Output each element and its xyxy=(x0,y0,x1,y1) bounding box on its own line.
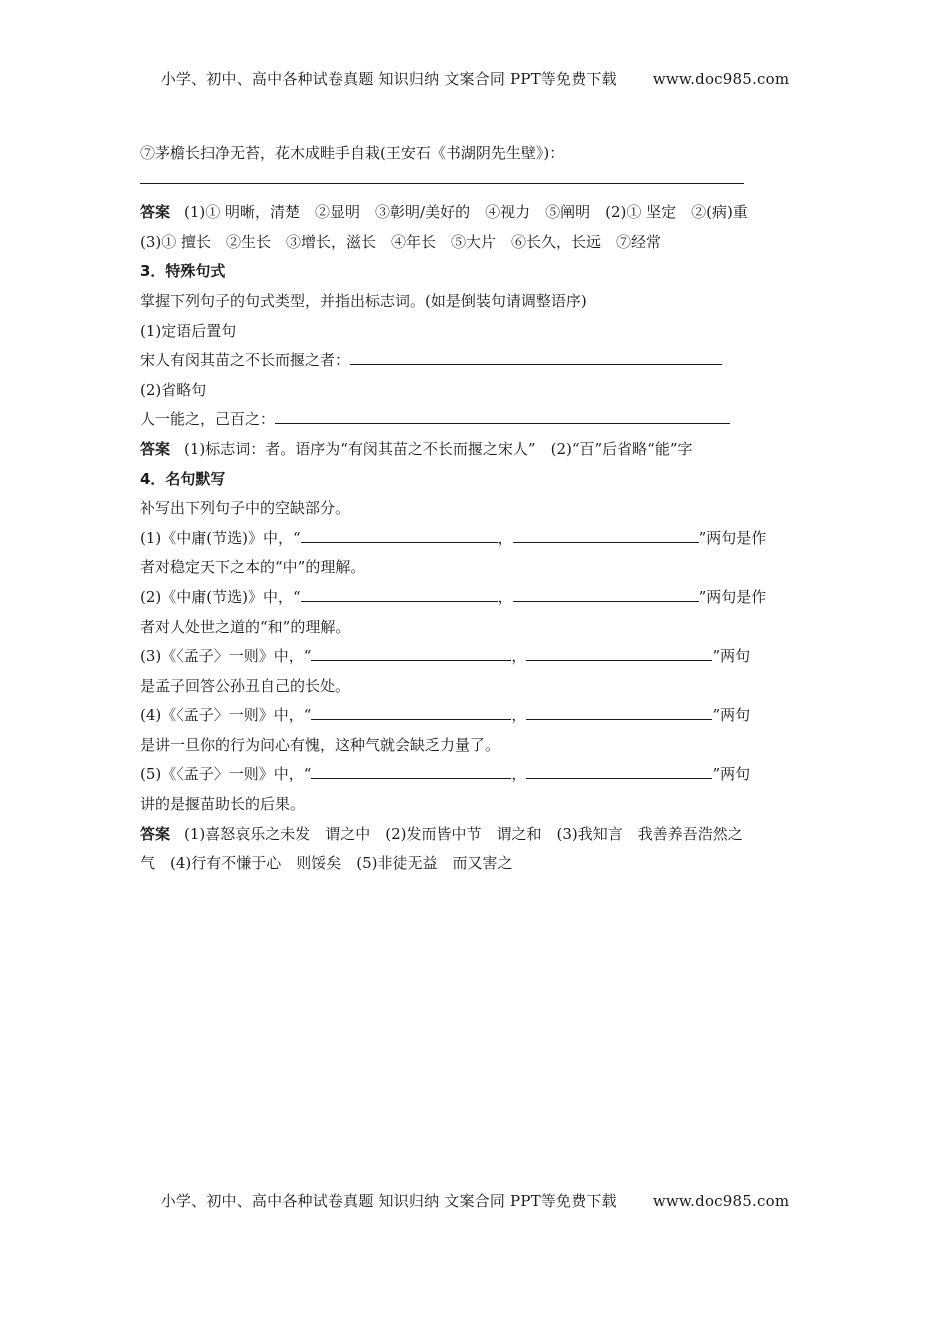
footer-text: 小学、初中、高中各种试卷真题 知识归纳 文案合同 PPT等免费下载 xyxy=(160,1192,617,1210)
fill-question-4: (4)《〈孟子〉一则》中，“ ， ”两句 xyxy=(140,706,751,725)
answer-4-line-2: 气 (4)行有不慊于心 则馁矣 (5)非徒无益 而又害之 xyxy=(140,854,513,873)
fill-question-1-cont: 者对稳定天下之本的“中”的理解。 xyxy=(140,558,366,577)
question-7: ⑦茅檐长扫净无苔，花木成畦手自栽(王安石《书湖阴先生壁》)： xyxy=(140,139,810,169)
question-3-1: 宋人有闵其苗之不长而揠之者： xyxy=(140,346,810,376)
blank-3a[interactable] xyxy=(311,645,511,661)
answer-blank-line[interactable] xyxy=(140,169,810,199)
sub-heading-1: (1)定语后置句 xyxy=(140,321,237,340)
fill-question-1: (1)《中庸(节选)》中，“ ， ”两句是作 xyxy=(140,528,767,547)
section-3-instruction: 掌握下列句子的句式类型，并指出标志词。(如是倒装句请调整语序) xyxy=(140,291,587,310)
blank-4b[interactable] xyxy=(526,704,712,720)
answer-label: 答案 xyxy=(140,439,171,458)
blank-3-1[interactable] xyxy=(350,349,722,365)
answer-3: 答案 (1)标志词：者。语序为“有闵其苗之不长而揠之宋人” (2)“百”后省略“能”字 xyxy=(140,439,693,458)
blank-1b[interactable] xyxy=(513,527,699,543)
poem-source: 王安石《书湖阴先生壁》 xyxy=(385,144,544,162)
sub-heading-2: (2)省略句 xyxy=(140,380,207,399)
section-3-title: 3．特殊句式 xyxy=(140,262,226,281)
answer-label: 答案 xyxy=(140,203,171,222)
fill-question-5-cont: 讲的是揠苗助长的后果。 xyxy=(140,795,306,814)
blank-2b[interactable] xyxy=(513,586,699,602)
answer-1-line-1: 答案 (1)① 明晰，清楚 ②显明 ③彰明/美好的 ④视力 ⑤阐明 (2)① 坚定 ②(病)重 xyxy=(140,203,748,222)
page-footer xyxy=(0,1190,950,1211)
fill-question-3-cont: 是孟子回答公孙丑自己的长处。 xyxy=(140,676,351,695)
blank-5a[interactable] xyxy=(311,763,511,779)
blank-2a[interactable] xyxy=(301,586,498,602)
section-4-instruction: 补写出下列句子中的空缺部分。 xyxy=(140,499,351,518)
blank-5b[interactable] xyxy=(526,763,712,779)
page-header xyxy=(0,68,950,89)
section-4-title: 4．名句默写 xyxy=(140,469,226,488)
fill-question-2: (2)《中庸(节选)》中，“ ， ”两句是作 xyxy=(140,587,767,606)
blank-3b[interactable] xyxy=(526,645,712,661)
fill-question-2-cont: 者对人处世之道的“和”的理解。 xyxy=(140,617,351,636)
blank-1a[interactable] xyxy=(301,527,498,543)
question-3-2: 人一能之，己百之： xyxy=(140,405,810,435)
footer-site[interactable]: www.doc985.com xyxy=(652,1192,790,1210)
header-text: 小学、初中、高中各种试卷真题 知识归纳 文案合同 PPT等免费下载 xyxy=(160,70,617,88)
document-body xyxy=(140,140,810,879)
header-site[interactable]: www.doc985.com xyxy=(652,70,790,88)
answer-label: 答案 xyxy=(140,824,171,843)
dotted-char: 长 xyxy=(185,139,200,169)
blank-3-2[interactable] xyxy=(275,408,730,424)
fill-question-5: (5)《〈孟子〉一则》中，“ ， ”两句 xyxy=(140,765,751,784)
blank-4a[interactable] xyxy=(311,704,511,720)
fill-question-4-cont: 是讲一旦你的行为问心有愧，这种气就会缺乏力量了。 xyxy=(140,735,501,754)
answer-4-line-1: 答案 (1)喜怒哀乐之未发 谓之中 (2)发而皆中节 谓之和 (3)我知言 我善养吾浩然之 xyxy=(140,824,743,843)
fill-question-3: (3)《〈孟子〉一则》中，“ ， ”两句 xyxy=(140,647,751,666)
answer-1-line-2: (3)① 擅长 ②生长 ③增长，滋长 ④年长 ⑤大片 ⑥长久，长远 ⑦经常 xyxy=(140,232,662,251)
